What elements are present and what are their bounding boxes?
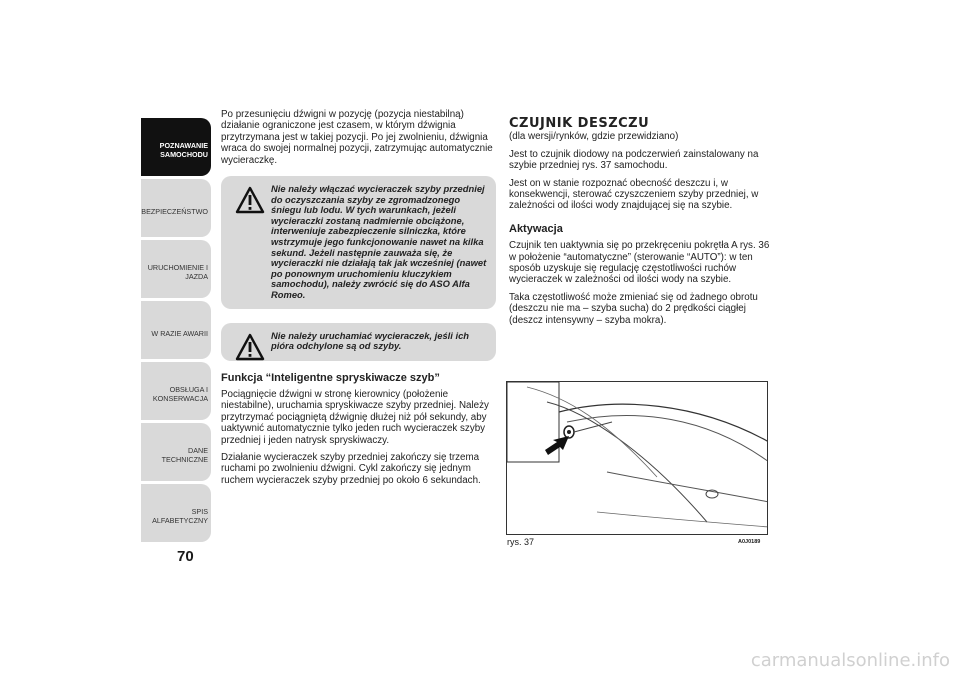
activation-paragraph-2: Taka częstotliwość może zmieniać się od żadnego obrotu (deszczu nie ma – szyba sucha) do 2 prędkości ciągłej (deszcz intensywny – szyba mokra). [509,291,758,326]
warning-box-snow [221,176,496,309]
tab-obsluga-konserwacja[interactable]: OBSŁUGA I KONSERWACJA [141,362,211,420]
rain-sensor-paragraph-1: Jest to czujnik diodowy na podczerwień zainstalowany na szybie przedniej rys. 37 samochodu. [509,148,759,172]
watermark: carmanualsonline.info [750,650,950,671]
tab-dane-techniczne[interactable]: DANE TECHNICZNE [141,423,211,481]
intro-paragraph: Po przesunięciu dźwigni w pozycję (pozycja niestabilną) działanie ograniczone jest czasem, w którym dźwignia przytrzymana jest w takiej pozycji. Po jej zwolnieniu, dźwignia wraca do swojej normalnej pozycji, zatrzymując automatycznie wycieraczkę. [221,109,493,166]
warning-triangle-icon [235,333,265,361]
warning-box-blades [221,323,496,361]
figure-rain-sensor-illustration [506,381,768,535]
tab-uruchomienie-jazda[interactable]: URUCHOMIENIE I JAZDA [141,240,211,298]
subsection-heading-activation: Aktywacja [509,222,563,235]
warning-text-blades: Nie należy uruchamiać wycieraczek, jeśli ich pióra odchylone są od szyby. [271,329,470,352]
left-column [221,109,496,492]
warning-triangle-icon [235,186,265,214]
activation-paragraph-1: Czujnik ten uaktywnia się po przekręceniu pokrętła A rys. 36 w położenie “automatyczne” (sterowanie “AUTO”): w ten sposób uzyskuje się regulację częstotliwości ruchów wycieraczek w zależności od ilości wody na szybie. [509,240,770,286]
tab-w-razie-awarii[interactable]: W RAZIE AWARII [141,301,211,359]
figure-caption: rys. 37 [507,537,535,547]
tab-poznawanie-samochodu[interactable]: POZNAWANIE SAMOCHODU [141,118,211,176]
car-windshield-illustration [507,382,768,535]
page-number: 70 [177,548,194,565]
chapter-sidebar [141,118,211,545]
tab-bezpieczenstwo[interactable]: BEZPIECZEŃSTWO [141,179,211,237]
section-heading-smart-washers: Funkcja “Inteligentne spryskiwacze szyb” [221,371,440,384]
tab-spis-alfabetyczny[interactable]: SPIS ALFABETYCZNY [141,484,211,542]
section-title-rain-sensor: CZUJNIK DESZCZU [509,116,650,131]
washers-paragraph-1: Pociągnięcie dźwigni w stronę kierownicy (położenie niestabilne), uruchamia spryskiwacze szyby przedniej. Należy przytrzymać pociągniętą dźwignię dłużej niż pół sekundy, aby uaktywnić automatycznie tylko jeden ruch wycieraczek szyby przedniej i jeden natrysk spryskiwaczy. [221,388,489,446]
figure-code: A0J0189 [738,539,761,545]
rain-sensor-paragraph-2: Jest on w stanie rozpoznać obecność deszczu i, w konsekwencji, sterować czyszczeniem szyby przedniej, w zależności od ilości wody znajdującej się na szybie. [509,177,759,212]
warning-text-snow: Nie należy włączać wycieraczek szyby przedniej do oczyszczania szyby ze zgromadzonego śniegu lub lodu. W tych warunkach, jeżeli wycieraczki zostaną nadmiernie obciążone, interweniuje zabezpieczenie silniczka, które wstrzymuje jego funkcjonowanie nawet na kilka sekund. Jeżeli następnie zauważa się, że wycieraczki nie działają tak jak wcześniej (nawet po ponownym uruchomieniu kluczykiem samochodu), należy zwrócić się do ASO Alfa Romeo. [271,183,487,300]
right-column [509,118,771,332]
washers-paragraph-2: Działanie wycieraczek szyby przedniej zakończy się trzema ruchami po zwolnieniu dźwigni. Cykl zakończy się jednym ruchem wycieraczek szyby przedniej po około 6 sekundach. [221,452,481,486]
availability-note: (dla wersji/rynków, gdzie przewidziano) [509,131,679,143]
